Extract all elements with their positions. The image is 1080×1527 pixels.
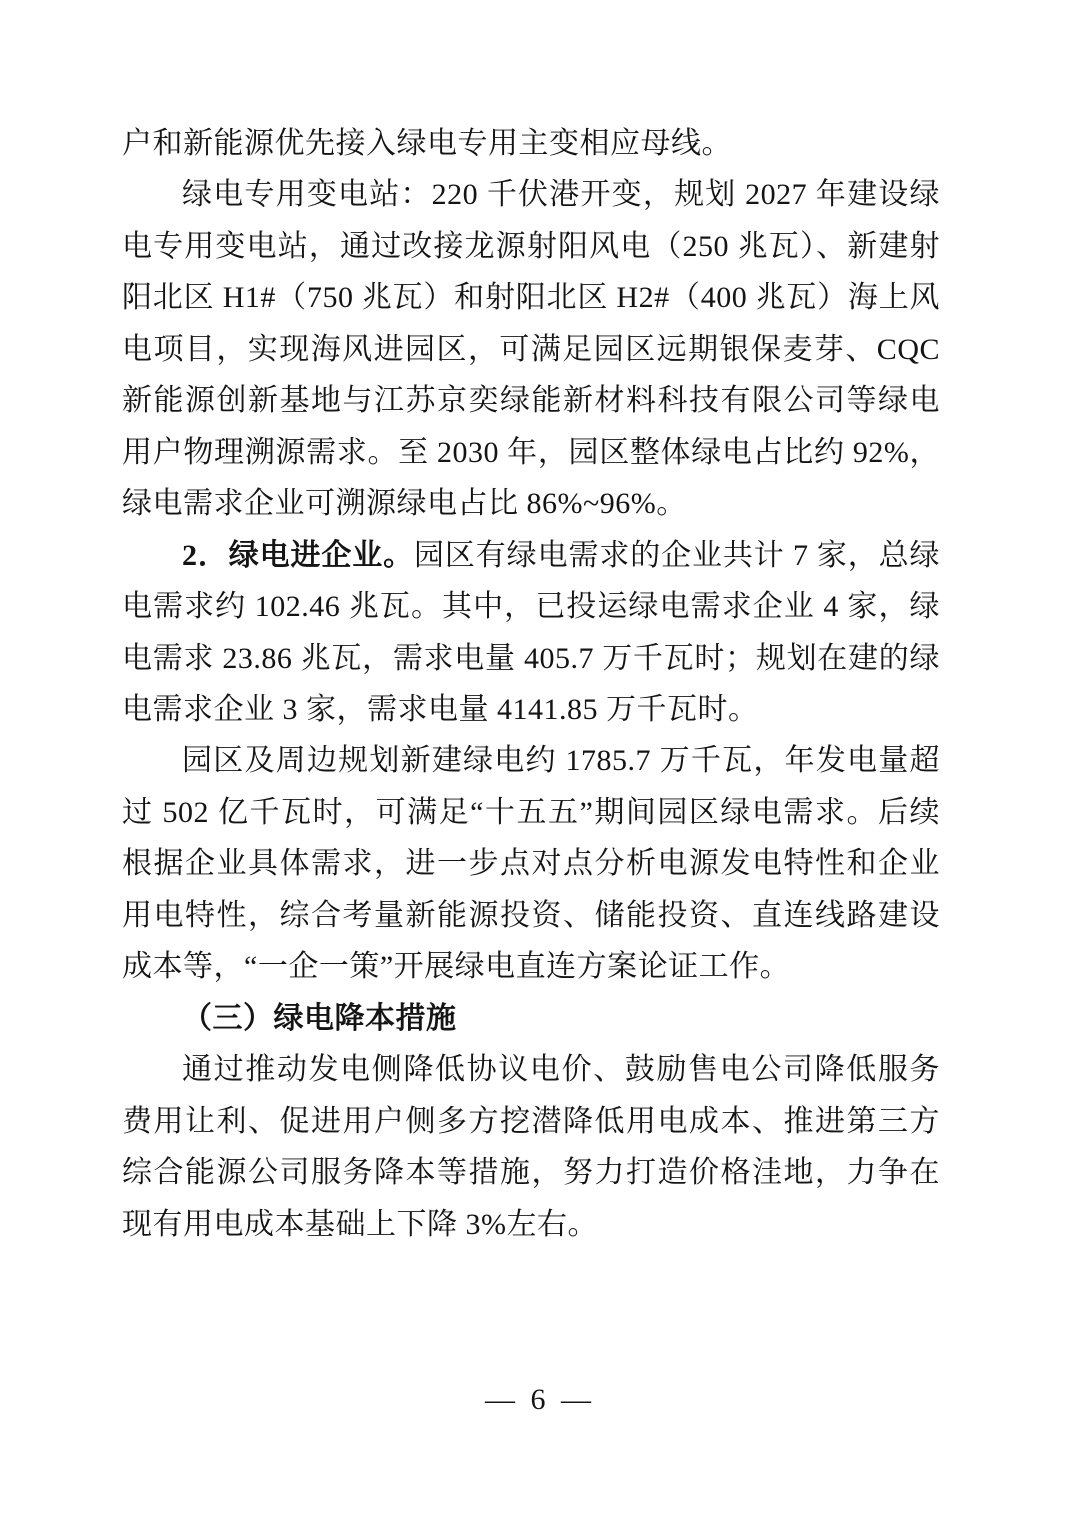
paragraph bbox=[122, 169, 940, 529]
paragraph bbox=[122, 1044, 940, 1250]
bold-text-segment: 2．绿电进企业。 bbox=[182, 538, 415, 572]
page-footer bbox=[0, 1376, 1080, 1424]
section-heading bbox=[122, 993, 940, 1044]
text-segment: 通过推动发电侧降低协议电价、鼓励售电公司降低服务费用让利、促进用户侧多方挖潜降低用电成本、推进第三方综合能源公司服务降本等措施，努力打造价格洼地，力争在现有用电成本基础上下降 3%左右。 bbox=[122, 1053, 940, 1241]
text-segment: 绿电专用变电站：220 千伏港开变，规划 2027 年建设绿电专用变电站，通过改接龙源射阳风电（250 兆瓦）、新建射阳北区 H1#（750 兆瓦）和射阳北区 H2#（400 兆瓦）海上风电项目，实现海风进园区，可满足园区远期银保麦芽、CQC 新能源创新基地与江苏京奕绿能新材料科技有限公司等绿电用户物理溯源需求。至 2030 年，园区整体绿电占比约 92%，绿电需求企业可溯源绿电占比 86%~96%。 bbox=[122, 178, 940, 521]
paragraph bbox=[122, 118, 940, 169]
text-segment: 户和新能源优先接入绿电专用主变相应母线。 bbox=[122, 127, 732, 160]
paragraph bbox=[122, 530, 940, 736]
page-number: — 6 — bbox=[485, 1383, 595, 1416]
text-segment: 园区有绿电需求的企业共计 7 家，总绿电需求约 102.46 兆瓦。其中，已投运绿电需求企业 4 家，绿电需求 23.86 兆瓦，需求电量 405.7 万千瓦时；规划在建的绿电需求企业 3 家，需求电量 4141.85 万千瓦时。 bbox=[122, 538, 941, 726]
bold-text-segment: （三）绿电降本措施 bbox=[182, 1001, 457, 1035]
document-body bbox=[122, 118, 940, 1250]
text-segment: 园区及周边规划新建绿电约 1785.7 万千瓦，年发电量超过 502 亿千瓦时，可满足“十五五”期间园区绿电需求。后续根据企业具体需求，进一步点对点分析电源发电特性和企业用电特性，综合考量新能源投资、储能投资、直连线路建设成本等，“一企一策”开展绿电直连方案论证工作。 bbox=[122, 744, 940, 984]
paragraph bbox=[122, 735, 940, 992]
